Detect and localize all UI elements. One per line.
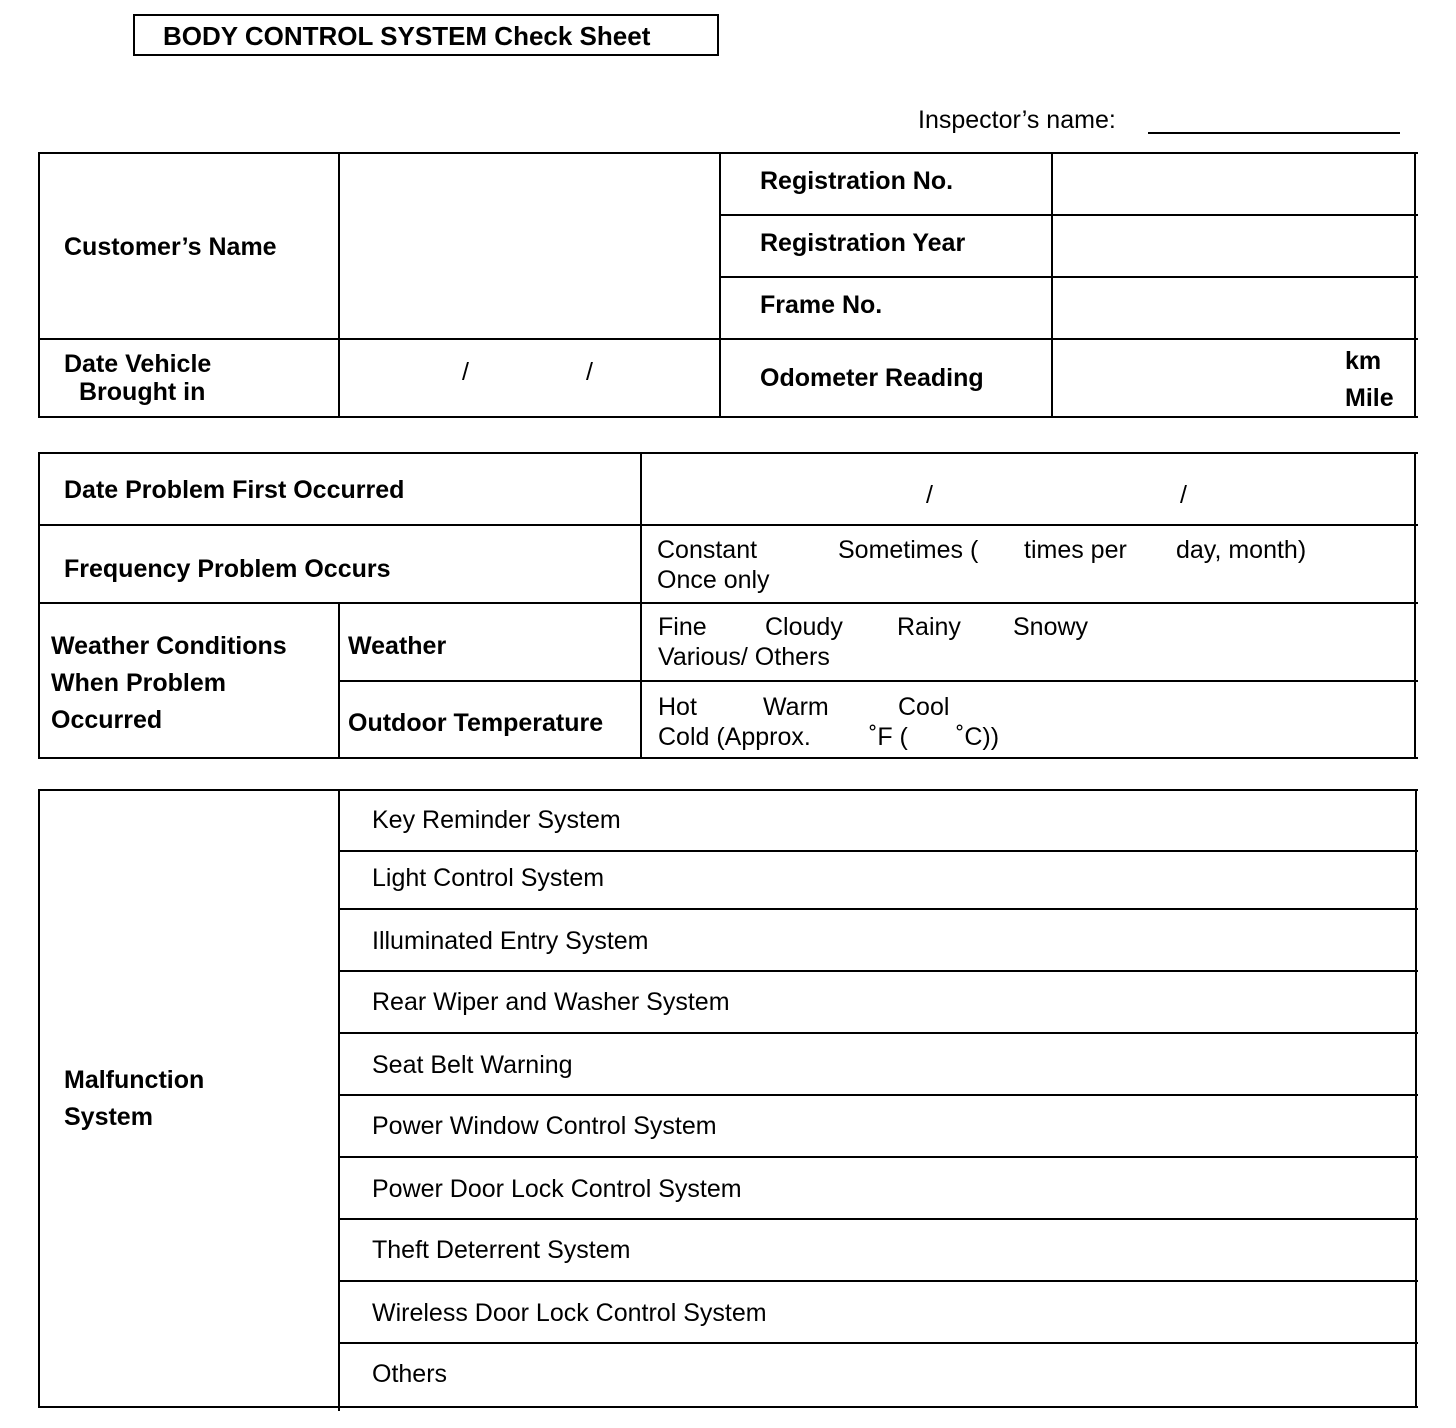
frame-no-label: Frame No. <box>760 291 883 319</box>
weather-various-option[interactable]: Various/ Others <box>658 643 830 671</box>
weather-conditions-label <box>51 628 287 739</box>
malfunction-item-wireless-door-lock[interactable]: Wireless Door Lock Control System <box>372 1299 767 1327</box>
table-border <box>38 757 1418 759</box>
malfunction-row-divider <box>338 1218 1418 1220</box>
malfunction-item-power-window[interactable]: Power Window Control System <box>372 1112 717 1140</box>
date-separator: / <box>586 358 593 386</box>
malfunction-row-divider <box>338 1342 1418 1344</box>
date-brought-in-line1: Date Vehicle <box>64 350 212 378</box>
table-col-divider <box>338 789 340 1411</box>
malfunction-row-divider <box>338 1032 1418 1034</box>
temp-warm-option[interactable]: Warm <box>763 693 829 721</box>
inspector-name-label: Inspector’s name: <box>918 106 1116 134</box>
freq-times-per: times per <box>1024 536 1127 564</box>
registration-year-field[interactable] <box>1055 218 1411 274</box>
table-border <box>38 789 1418 791</box>
table-row-divider <box>38 602 1418 604</box>
malfunction-row-divider <box>338 970 1418 972</box>
malfunction-item-others[interactable]: Others <box>372 1360 448 1388</box>
malfunction-row-divider <box>338 1094 1418 1096</box>
table-border <box>38 452 40 759</box>
malfunction-item-seat-belt[interactable]: Seat Belt Warning <box>372 1051 573 1079</box>
date-separator: / <box>926 481 933 509</box>
registration-year-label: Registration Year <box>760 229 966 257</box>
malfunction-item-key-reminder[interactable]: Key Reminder System <box>372 806 621 834</box>
frequency-label: Frequency Problem Occurs <box>64 555 391 583</box>
frame-no-field[interactable] <box>1055 280 1411 336</box>
weather-conditions-line3: Occurred <box>51 706 163 734</box>
weather-snowy-option[interactable]: Snowy <box>1013 613 1089 641</box>
table-border <box>38 452 1418 454</box>
date-separator: / <box>462 358 469 386</box>
malfunction-label-line1: Malfunction <box>64 1066 205 1094</box>
table-border <box>38 152 40 418</box>
temp-cold-option[interactable]: Cold (Approx. <box>658 723 811 751</box>
customer-name-field[interactable] <box>342 156 716 336</box>
malfunction-system-label <box>64 1062 204 1136</box>
inspector-name-field[interactable] <box>1148 132 1400 134</box>
table-row-divider <box>38 338 1418 340</box>
odometer-field[interactable] <box>1055 342 1335 414</box>
malfunction-row-divider <box>338 850 1418 852</box>
freq-once-option[interactable]: Once only <box>657 566 770 594</box>
sheet-title: BODY CONTROL SYSTEM Check Sheet <box>133 14 719 56</box>
temp-celsius-field[interactable]: ˚C)) <box>956 723 1000 751</box>
table-border <box>1414 152 1416 418</box>
table-row-divider <box>38 524 1418 526</box>
table-border <box>38 416 1418 418</box>
table-row-divider <box>338 680 1418 682</box>
unit-km[interactable]: km <box>1345 347 1382 375</box>
weather-rainy-option[interactable]: Rainy <box>897 613 961 641</box>
table-row-divider <box>720 276 1418 278</box>
table-col-divider <box>338 602 340 759</box>
table-col-divider <box>1051 152 1053 418</box>
malfunction-row-divider <box>338 1156 1418 1158</box>
malfunction-item-theft-deterrent[interactable]: Theft Deterrent System <box>372 1236 631 1264</box>
table-border <box>38 789 40 1408</box>
table-col-divider <box>640 452 642 759</box>
temp-cool-option[interactable]: Cool <box>898 693 950 721</box>
table-border <box>1414 452 1416 759</box>
temp-hot-option[interactable]: Hot <box>658 693 697 721</box>
malfunction-item-light-control[interactable]: Light Control System <box>372 864 605 892</box>
freq-constant-option[interactable]: Constant <box>657 536 758 564</box>
freq-sometimes-option[interactable]: Sometimes ( <box>838 536 979 564</box>
customer-name-label: Customer’s Name <box>64 233 277 261</box>
freq-day-month[interactable]: day, month) <box>1176 536 1307 564</box>
weather-conditions-line2: When Problem <box>51 669 227 697</box>
date-first-occurred-label: Date Problem First Occurred <box>64 476 405 504</box>
table-border <box>1415 789 1417 1408</box>
outdoor-temperature-label: Outdoor Temperature <box>348 709 604 737</box>
table-col-divider <box>719 152 721 418</box>
weather-fine-option[interactable]: Fine <box>658 613 707 641</box>
temp-fahrenheit-field[interactable]: ˚F ( <box>869 723 908 751</box>
unit-mile[interactable]: Mile <box>1345 384 1394 412</box>
date-separator: / <box>1180 481 1187 509</box>
malfunction-item-rear-wiper[interactable]: Rear Wiper and Washer System <box>372 988 730 1016</box>
odometer-label: Odometer Reading <box>760 364 984 392</box>
date-brought-in-line2: Brought in <box>79 378 206 406</box>
registration-no-label: Registration No. <box>760 167 954 195</box>
weather-conditions-line1: Weather Conditions <box>51 632 287 660</box>
date-first-occurred-field[interactable] <box>644 456 1410 522</box>
malfunction-label-line2: System <box>64 1103 153 1131</box>
malfunction-row-divider <box>338 908 1418 910</box>
malfunction-item-power-door-lock[interactable]: Power Door Lock Control System <box>372 1175 742 1203</box>
table-col-divider <box>338 152 340 418</box>
date-brought-in-label <box>64 350 211 406</box>
table-row-divider <box>720 214 1418 216</box>
malfunction-item-illuminated-entry[interactable]: Illuminated Entry System <box>372 927 649 955</box>
registration-no-field[interactable] <box>1055 156 1411 212</box>
table-border <box>38 152 1418 154</box>
table-border <box>38 1406 1418 1408</box>
malfunction-row-divider <box>338 1280 1418 1282</box>
weather-cloudy-option[interactable]: Cloudy <box>765 613 843 641</box>
date-brought-in-field[interactable] <box>342 342 716 414</box>
weather-label: Weather <box>348 632 447 660</box>
